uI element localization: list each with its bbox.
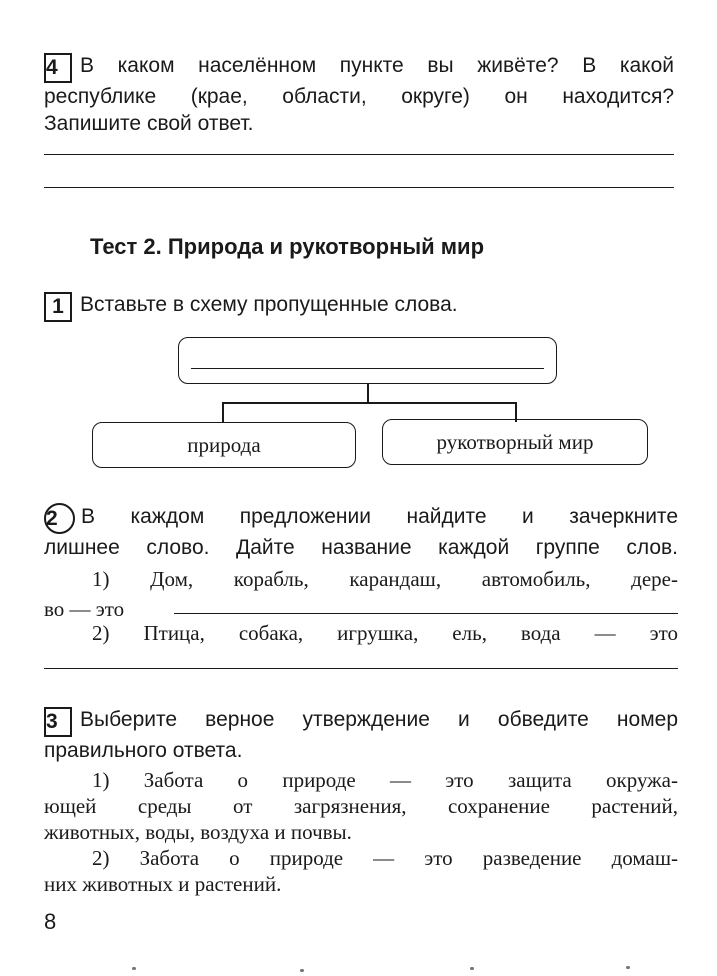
task-number-box: 4 — [44, 53, 72, 83]
page-number: 8 — [44, 909, 57, 934]
q3-options — [44, 767, 678, 897]
scan-speck — [626, 966, 630, 969]
question-2-line-1: 2 В каждом предложении найдите и зачеркните — [44, 503, 678, 534]
q3-option-1[interactable]: 1) Забота о природе — это защита окружа- — [92, 768, 678, 792]
task-4-line-3: Запишите свой ответ. — [44, 112, 254, 135]
scheme-box-man-made: рукотворный мир — [382, 419, 648, 465]
scheme-box-nature: природа — [92, 422, 356, 468]
scan-speck — [470, 967, 474, 970]
q2-item-1-line-b: во — это — [44, 597, 125, 621]
scheme-blank-line — [191, 368, 544, 369]
scheme-connector — [222, 402, 224, 422]
question-1 — [44, 291, 458, 322]
scheme-connector — [367, 384, 369, 402]
q3-option-1-cont: животных, воды, воздуха и почвы. — [44, 820, 352, 844]
q3-option-2[interactable]: 2) Забота о природе — это разведение домаш- — [92, 846, 678, 870]
answer-line[interactable] — [44, 154, 674, 155]
question-2 — [44, 503, 678, 561]
question-number-box: 1 — [44, 292, 72, 322]
test-title: Тест 2. Природа и рукотворный мир — [90, 234, 485, 259]
scan-speck — [300, 969, 304, 972]
question-1-text: Вставьте в схему пропущенные слова. — [80, 293, 458, 316]
task-4-line-2: республике (крае, области, округе) он находится? — [44, 85, 674, 108]
question-3-line-2: правильного ответа. — [44, 739, 243, 762]
scheme-top-box[interactable] — [178, 337, 557, 384]
q2-item-1-line-a: 1) Дом, корабль, карандаш, автомобиль, дере- — [92, 567, 678, 591]
q2-item-2: 2) Птица, собака, игрушка, ель, вода — это — [92, 621, 678, 645]
scan-speck — [132, 967, 136, 970]
answer-line[interactable] — [174, 613, 678, 614]
answer-line[interactable] — [44, 187, 674, 188]
scheme-connector — [222, 402, 516, 404]
question-3-line-1: 3 Выберите верное утверждение и обведите номер — [44, 706, 678, 737]
question-number-box: 3 — [44, 707, 72, 737]
q3-option-2-cont: них животных и растений. — [44, 872, 282, 896]
question-number-circle: 2 — [44, 503, 75, 534]
task-4-line-1: 4 В каком населённом пункте вы живёте? В какой — [44, 52, 674, 83]
answer-line[interactable] — [44, 668, 678, 669]
question-2-line-2: лишнее слово. Дайте название каждой группе слов. — [44, 536, 678, 559]
question-3 — [44, 706, 678, 764]
q3-option-1-cont: ющей среды от загрязнения, сохранение растений, — [44, 794, 678, 818]
task-4 — [44, 52, 674, 137]
